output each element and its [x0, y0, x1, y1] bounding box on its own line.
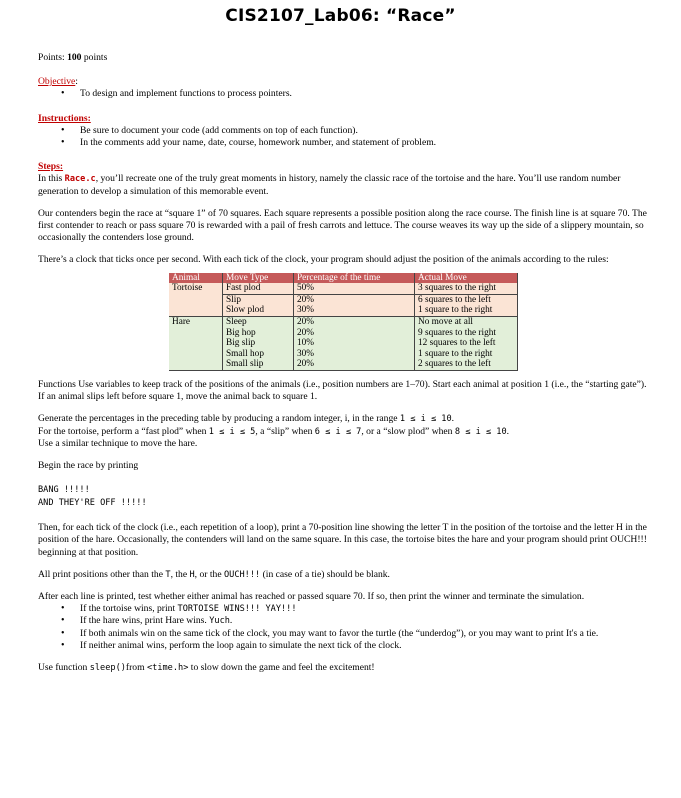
- code-line: AND THEY'RE OFF !!!!!: [38, 498, 147, 509]
- code-line: BANG !!!!!: [38, 485, 90, 496]
- list-item: • Be sure to document your code (add comments on top of each function).: [38, 125, 648, 137]
- table-cell: 20%: [294, 359, 415, 370]
- table-header: Move Type: [223, 273, 294, 284]
- table-header: Animal: [169, 273, 223, 284]
- list-item: • If the tortoise wins, print TORTOISE WINS!!! YAY!!!: [38, 603, 648, 615]
- table-cell: 20%: [294, 328, 415, 339]
- table-cell: Tortoise: [169, 283, 223, 294]
- table-cell: 1 square to the right: [415, 305, 518, 316]
- steps-paragraph-1: In this Race.c, you’ll recreate one of the truly great moments in history, namely the classic race of the tortoise and the hare. You’ll use random number generation to develop a simulation of this memorable event.: [38, 173, 621, 197]
- points-value: 100: [67, 52, 82, 63]
- table-cell: Small slip: [223, 359, 294, 370]
- generate-line-2: For the tortoise, perform a “fast plod” when 1 ≤ i ≤ 5, a “slip” when 6 ≤ i ≤ 7, or a “slow plod” when 8 ≤ i ≤ 10.: [38, 425, 510, 437]
- table-row: [169, 338, 518, 349]
- table-row: [169, 359, 518, 370]
- points-line: Points: 100 points: [38, 52, 108, 63]
- generate-line-3: Use a similar technique to move the hare.: [38, 437, 198, 449]
- objective-heading: Objective:: [38, 76, 78, 88]
- table-cell: 6 squares to the left: [415, 294, 518, 305]
- table-row: [169, 349, 518, 360]
- generate-line-1: Generate the percentages in the preceding table by producing a random integer, i, in the range 1 ≤ i ≤ 10.: [38, 413, 455, 425]
- document-body: [38, 52, 648, 674]
- steps-paragraph-3: There’s a clock that ticks once per second. With each tick of the clock, your program should adjust the position of the animals according to the rules:: [38, 254, 609, 266]
- table-cell: 9 squares to the right: [415, 328, 518, 339]
- steps-paragraph-2: Our contenders begin the race at “square 1” of 70 squares. Each square represents a possible position along the race course. The finish line is at square 70. The first contender to reach or pass square 70 is rewarded with a pail of fresh carrots and lettuce. The course weaves its way up the side of a slippery mountain, so occasionally the contenders lose ground.: [38, 207, 647, 244]
- table-cell: [169, 349, 223, 360]
- table-row: [169, 317, 518, 328]
- table-cell: Fast plod: [223, 283, 294, 294]
- table-cell: 3 squares to the right: [415, 283, 518, 294]
- instructions-heading: Instructions:: [38, 112, 91, 124]
- table-header-row: [169, 273, 518, 284]
- list-item: • If neither animal wins, perform the loop again to simulate the next tick of the clock.: [38, 640, 648, 652]
- page-title: CIS2107_Lab06: “Race”: [225, 6, 456, 26]
- table-cell: [169, 305, 223, 316]
- after-list: [38, 603, 648, 652]
- race-filename: Race.c: [64, 174, 96, 185]
- list-item: • In the comments add your name, date, course, homework number, and statement of problem.: [38, 137, 648, 149]
- table-cell: No move at all: [415, 317, 518, 328]
- table-cell: Big slip: [223, 338, 294, 349]
- all-print-paragraph: All print positions other than the T, the H, or the OUCH!!! (in case of a tie) should be blank.: [38, 568, 390, 580]
- table-cell: 10%: [294, 338, 415, 349]
- table-cell: Sleep: [223, 317, 294, 328]
- table-cell: Hare: [169, 317, 223, 328]
- table-header: Percentage of the time: [294, 273, 415, 284]
- table-cell: 12 squares to the left: [415, 338, 518, 349]
- list-item: • If the hare wins, print Hare wins. Yuch.: [38, 615, 648, 627]
- table-cell: 1 square to the right: [415, 349, 518, 360]
- table-cell: Small hop: [223, 349, 294, 360]
- table-cell: 50%: [294, 283, 415, 294]
- table-cell: [169, 294, 223, 305]
- after-paragraph: After each line is printed, test whether either animal has reached or passed square 70. If so, then print the winner and terminate the simulation.: [38, 591, 585, 603]
- table-cell: [169, 359, 223, 370]
- table-row: [169, 294, 518, 305]
- table-cell: 30%: [294, 349, 415, 360]
- table-row: [169, 328, 518, 339]
- functions-paragraph: Functions Use variables to keep track of the positions of the animals (i.e., position numbers are 1–70). Start each animal at position 1 (i.e., the “starting gate”). If an animal slips left before square 1, move the animal back to square 1.: [38, 378, 647, 403]
- table-cell: Big hop: [223, 328, 294, 339]
- table-cell: [169, 328, 223, 339]
- table-cell: 2 squares to the left: [415, 359, 518, 370]
- table-cell: 20%: [294, 294, 415, 305]
- table-cell: [169, 338, 223, 349]
- list-item: • To design and implement functions to process pointers.: [38, 88, 648, 100]
- table-row: [169, 283, 518, 294]
- table-cell: 30%: [294, 305, 415, 316]
- steps-heading: Steps:: [38, 161, 64, 173]
- list-item: • If both animals win on the same tick of the clock, you may want to favor the turtle (the “underdog”), or you may want to print It's a tie.: [38, 628, 648, 640]
- bang-code-block: [38, 484, 648, 510]
- table-row: [169, 305, 518, 316]
- final-line: Use function sleep()from <time.h> to slow down the game and feel the excitement!: [38, 662, 375, 674]
- table-header: Actual Move: [415, 273, 518, 284]
- then-paragraph: Then, for each tick of the clock (i.e., each repetition of a loop), print a 70-position line showing the letter T in the position of the tortoise and the letter H in the position of the hare. Occasionally, the contenders will land on the same square. In this case, the tortoise bites the hare and your program should print OUCH!!! beginning at that position.: [38, 522, 647, 558]
- table-cell: Slip: [223, 294, 294, 305]
- table-cell: Slow plod: [223, 305, 294, 316]
- instructions-list: [38, 125, 648, 149]
- table-cell: 20%: [294, 317, 415, 328]
- begin-line: Begin the race by printing: [38, 460, 139, 471]
- move-rules-table: [169, 273, 518, 371]
- objective-list: [38, 88, 648, 100]
